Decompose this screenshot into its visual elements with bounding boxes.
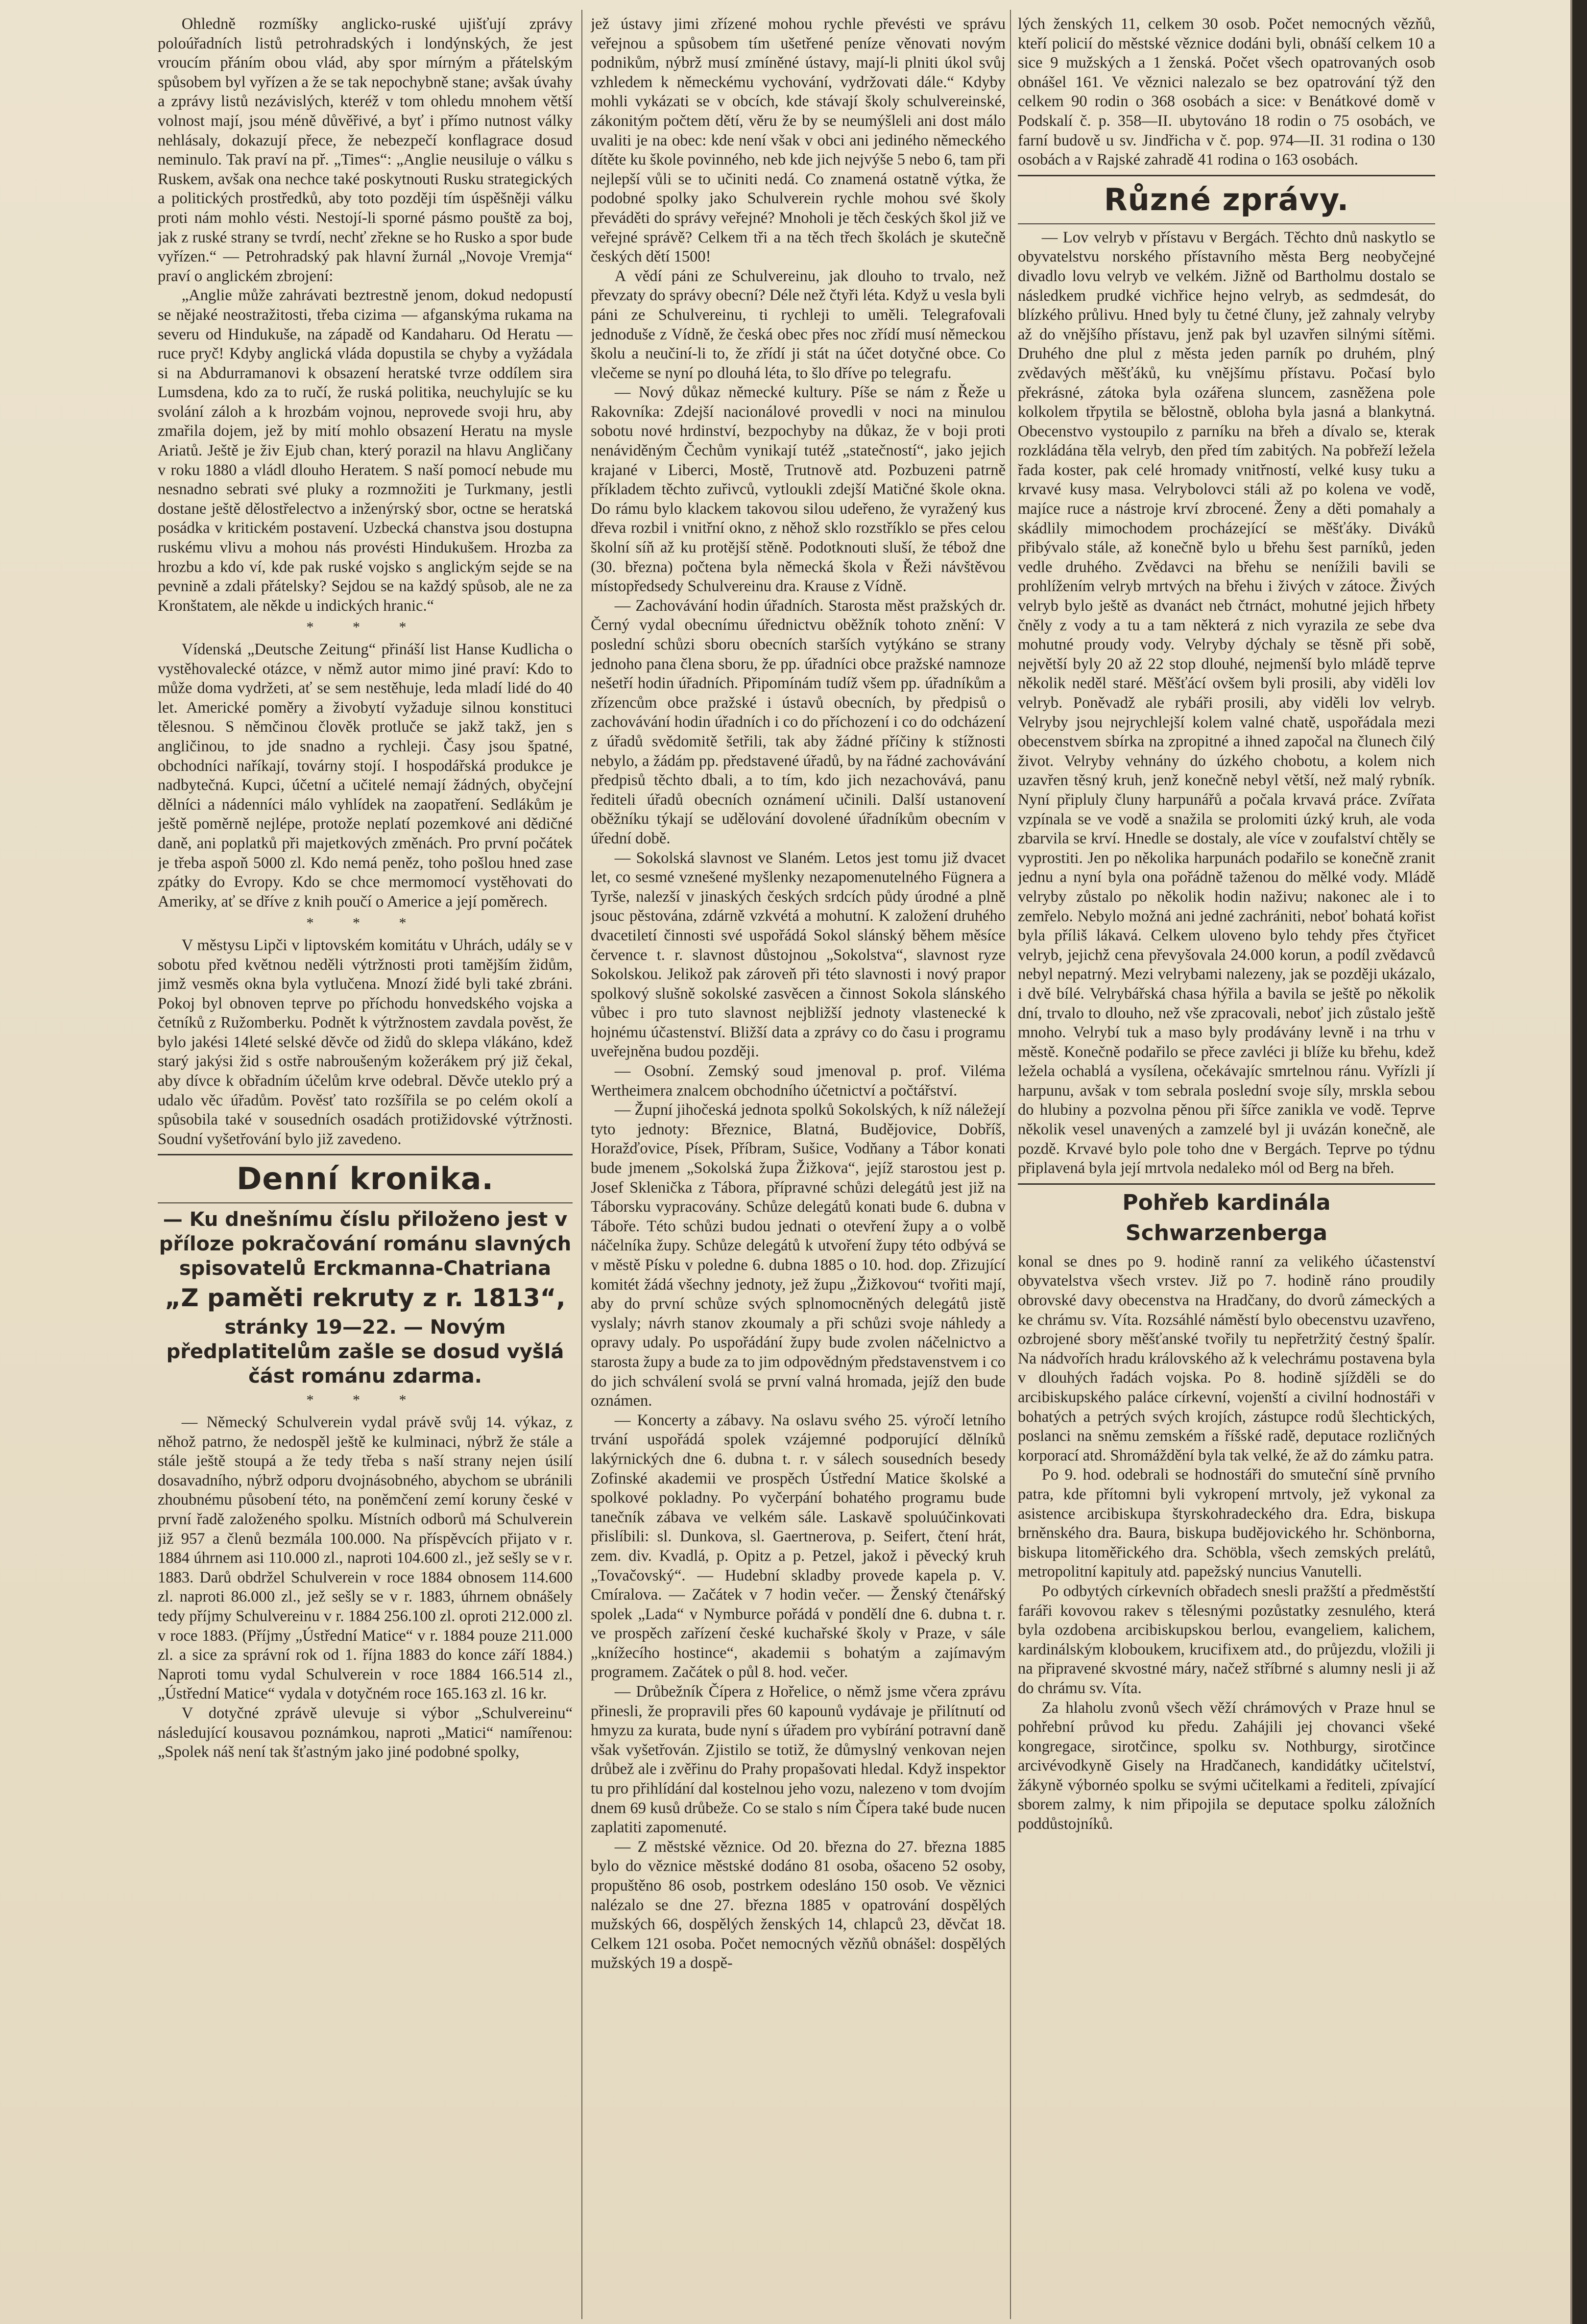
divider (1018, 1183, 1435, 1185)
article-paragraph: Po odbytých církevních obřadech snesli pražští a předměstští faráři kovovou rakev s tělesnými pozůstatky zesnulého, která byla ozdobena arcibiskupskou berlou, evangeliem, kalichem, kardinálským kloboukem, krucifixem atd., do průjezdu, vložili ji na připravené skvostné máry, načež stříbrné s alumny nesli ji až do chrámu sv. Víta. (1018, 1582, 1435, 1697)
column-rule (1010, 10, 1011, 2319)
article-paragraph: — Lov velryb v přístavu v Bergách. Těchto dnů naskytlo se obyvatelstvu norského přístavního města Berg neobyčejné divadlo lovu velryb ve velkém. Jižně od Bartholmu dostalo se následkem prudké vichřice hejno velryb, as sedmdesát, do blízkého průlivu. Hned byly tu četné čluny, jež zahnaly velryby až do vnějšího přístavu, jenž pak byl uzavřen silnými sítěmi. Druhého dne plul z města jeden parník po druhém, plný zvědavých měšťáků, ku vnějšímu přístavu. Počasí bylo překrásné, zátoka byla ozářena sluncem, zasněžena pole kolkolem třpytila se bělostně, obloha byla jasná a blankytná. Obecenstvo vystoupilo z parníku na břeh a dívalo se, kterak rozkládána těla velryb, den před tím zabitých. Na pobřeží ležela řada koster, pak celé hromady vnitřností, velké kusy tuku a krvavé kusy masa. Velrybolovci stáli až po kolena ve vodě, majíce ruce a nástroje krví zbrocené. Ženy a děti pomahaly a skádlily mimochodem procházející se měšťáky. Diváků přibývalo stále, až konečně bylo u břehu šest parníků, jeden vedle druhého. Zvědavci na břehu se nenížili bavili se prohlížením velryb mrtvých na břehu i živých v zátoce. Živých velryb bylo ještě as dvanáct neb čtrnáct, mohutné jejich hřbety čněly z vody a tu a tam některá z nich vyrazila ze sebe dva mohutné proudy vody. Velryby dýchaly se těsně při sobě, největší byly 20 až 22 stop dlouhé, nejmenší bylo mládě teprve několik neděl staré. Měšťácí ovšem byli prosili, aby viděli lov velryb. Poněvadž ale rybáři prosili, aby viděli lov velryb. Velryby jsou nejrychlejší kolem valné chatě, uspořádala mezi obecenstvem sbírka na zpropitné a ihned započal na člunech čilý život. Velryby vehnány do úzkého chobotu, a kolem nich uzavřen těsný kruh, jenž konečně nebyl větší, než malý rybník. Nyní připluly čluny harpunářů a počala krvavá práce. Zvířata vzpínala se ve vodě a snažila se prolomiti úzký kruh, ale voda zbarvila se krví. Hnedle se dostaly, ale více v zoufalství chtěly se vyprostiti. Jen po několika harpunách podařilo se konečně zranit jednu a nyní byla ona pořádně taženou do mělké vody. Mládě velryby zůstalo po několik hodin naživu; nakonec ale i to zemřelo. Nebylo možná ani jedné zachrániti, neboť bohatá kořist byla příliš lákavá. Celkem uloveno bylo tehdy přes čtyřicet velryb, jejichž cena převyšovala 24.000 korun, a podíl zvědavců nebyl nepatrný. Mezi velrybami nalezeny, jak se později ukázalo, i dvě bílé. Velrybářská chasa hýřila a bavila se ještě po několik dní, trvalo to dlouho, než vše zpracovali, neboť jich zůstalo ještě mnoho. Velrybí tuk a maso byly prodávány levně i na trhu v městě. Konečně podařilo se přece zavléci ji blíže ku břehu, kdež ležela ochablá a vysílena, očekávajíc smrtelnou ránu. Vyřízli jí harpunu, avšak v tom sebrala poslední svoje síly, mrskla sebou do hlubiny a pozvolna pěnou při šířce zanikla ve vodě. Teprve několik vesel unavených a zamzelé byl ji uvázán konečně, ale pozdě. Krvavé bylo pole toho dne v Bergách. Teprve po týdnu připlavená byla její mrtvola nedaleko mól od Berg na břeh. (1018, 228, 1435, 1177)
article-paragraph: jež ústavy jimi zřízené mohou rychle převésti ve správu veřejnou a spůsobem tím ušetřené peníze věnovati novým podnikům, nýbrž musí zmíněné ústavy, mají-li plniti úkol svůj vzhledem k německému vychování, vydržovati dále.“ Kdyby mohli vykázati se v obcích, kde stávají školy schulvereinské, zákonitým počtem dětí, věru že by se neumýšleli ani dost málo uvaliti je na obec: kde není však v obci ani jediného německého dítěte ku škole povinného, neb kde jich nejvýše 5 nebo 6, tam při nejlepší vůli se to učiniti nedá. Co znamená ostatně výtka, že podobné spolky jako Schulverein rychle mohou své školy převáděti do správy veřejné? Mnoholi je těch českých škol již ve veřejné správě? Celkem tři a na těch třech školách je skutečně českých dětí 1500! (591, 15, 1006, 266)
column-middle (591, 15, 1006, 2317)
article-paragraph: Po 9. hod. odebrali se hodnostáři do smuteční síně prvního patra, kde přítomni byli vykropení mrtvoly, jež vykonal za asistence arcibiskupa štyrskohradeckého dra. Edra, biskupa brněnského dra. Baura, biskupa budějovického hr. Schönborna, biskupa litoměřického dra. Schöbla, všech zemských prelátů, metropolitní kapituly atd. papežský nuncius Vanutelli. (1018, 1466, 1435, 1581)
article-paragraph: — Z městské věznice. Od 20. března do 27. března 1885 bylo do věznice městské dodáno 81 osoba, ošaceno 52 osoby, propuštěno 86 osob, postrkem odesláno 150 osob. Ve věznici nalézalo se dne 27. března 1885 v opatrování dospělých mužských 66, dospělých ženských 14, chlapců 23, děvčat 18. Celkem 121 osoba. Počet nemocných vězňů obnášel: dospělých mužských 19 a dospě- (591, 1838, 1006, 1972)
divider (1018, 175, 1435, 176)
divider (158, 1202, 573, 1203)
article-paragraph: konal se dnes po 9. hodině ranní za velikého účastenství obyvatelstva všech vrstev. Již po 7. hodině ráno proudily obrovské davy obecenstva na Hradčany, do dvorů zámeckých a ke chrámu sv. Víta. Rozsáhlé náměstí bylo obecenstvu uzavřeno, ozbrojené sbory měšťanské tvořily tu nepřetržitý čestný špalír. Na nádvořích hradu královského až k velechrámu postavena byla v dlouhých řadách vojska. Po 8. hodině sjížděli se do arcibiskupského paláce církevní, vojenští a civilní hodnostáři v bohatých a petrých svých krojích, zástupce rodů šlechtických, poslanci na sněmu zemském a říšské radě, deputace rozličných korporací atd. Shromáždění byla tak velké, že až do zámku patra. (1018, 1252, 1435, 1464)
article-paragraph: A vědí páni ze Schulvereinu, jak dlouho to trvalo, než převzaty do správy obecní? Déle než čtyři léta. Když u vesla byli páni ze Schulvereinu, ti rychleji to uměli. Telegrafovali jednoduše z Vídně, že česká obec přes noc zřídí musí německou školu a neučiní-li to, že zřídí ji stát na účet dotyčné obce. Co vlečeme se nyní po dlouhá léta, to šlo dříve po telegrafu. (591, 267, 1006, 382)
section-separator: * * * (306, 1392, 424, 1409)
article-paragraph: Ohledně rozmíšky anglicko-ruské ujišťují zprávy poloúřadních listů petrohradských i londýnských, že jest vroucím přáním obou vlád, aby spor mírným a přátelským spůsobem byl vyřízen a že se tak nepochybně stane; avšak úvahy a zprávy listů nezávislých, kteréž v tom ohledu mnohem větší volnost mají, jsou méně důvěřivé, a byť i přímo nutnost války nehlásaly, dokazují přece, že nebezpečí konflagrace dosud neminulo. Tak praví na př. „Times“: „Anglie neusiluje o válku s Ruskem, avšak ona nechce také poskytnouti Rusku strategických a politických prostředků, aby toto později tím úspěšněji válku proti nám mohlo vésti. Nestojí-li sporné pásmo pouště za boj, jak z ruské strany se tvrdí, nechť zřekne se ho Rusko a spor bude vyřízen.“ — Petrohradský pak hlavní žurnál „Novoje Vremja“ praví o anglickém zbrojení: (158, 15, 573, 285)
section-separator: * * * (306, 619, 424, 636)
article-paragraph: — Německý Schulverein vydal právě svůj 14. výkaz, z něhož patrno, že nedospěl ještě ke kulminaci, nýbrž že stále a stále ještě stoupá a že tedy třeba s naší strany nejen úsilí dosavadního, nýbrž odporu dvojnásobného, abychom se ubránili zhoubnému působení této, na poněmčení zemí koruny české v první řadě založeného spolku. Místních odborů má Schulverein již 957 a členů bezmála 100.000. Na příspěvcích přijato v r. 1884 úhrnem asi 110.000 zl., naproti 104.600 zl., jež sešly se v r. 1883. Darů obdržel Schulverein v roce 1884 obnosem 114.600 zl. naproti 86.000 zl., jež sešly se v r. 1883, úhrnem obnášely tedy příjmy Schulvereinu v r. 1884 256.100 zl. oproti 212.000 zl. v roce 1883. (Příjmy „Ústřední Matice“ v r. 1884 pouze 211.000 zl. a sice za správní rok od 1. října 1883 do konce září 1884.) Naproti tomu vydal Schulverein v roce 1884 166.514 zl., „Ústřední Matice“ vydala v dotyčném roce 165.163 zl. 16 kr. (158, 1414, 573, 1703)
notice-novel-title: „Z paměti rekruty z r. 1813“, (165, 1284, 566, 1313)
article-paragraph: V dotyčné zprávě ulevuje si výbor „Schulvereinu“ následující kousavou poznámkou, naproti „Matici“ namířenou: „Spolek náš není tak šťastným jako jiné podobné spolky, (158, 1704, 573, 1761)
article-paragraph: Za hlaholu zvonů všech věží chrámových v Praze hnul se pohřební průvod ku předu. Zahájili jej chovanci všeké kongregace, sirotčince, spolku sv. Nothburgy, sirotčince arcivévodkyně Gisely na Hradčanech, kandidátky učitelství, žákyně výbornéo spolku se svými učitelkami a řediteli, zpívající sborem zalmy, k nim připojila se deputace spolku záložních poddůstojníků. (1018, 1699, 1435, 1833)
article-paragraph: V městysu Lipči v liptovském komitátu v Uhrách, udály se v sobotu před květnou neděli výtržnosti proti tamějším židům, jimž vesměs okna byla vytlučena. Mnozí židé byli také zbráni. Pokoj byl obnoven teprve po příchodu honvedského vojska a četníků z Ružomberku. Podnět k výtržnostem zavdala pověst, že bylo jakési 14leté selské děvče od židů do sklepa vlákáno, kdež starý jakýsi žid s ostře nabroušeným kožerákem prý již čekal, aby dívce k obřadním účelům krve odebral. Děvče uteklo prý a udalo věc úřadům. Pověsť tato rozšířila se po celém okolí a spůsobila také v sousedních osadách protižidovské výtržnosti. Soudní vyšetřování bylo již zavedeno. (158, 936, 573, 1148)
article-paragraph: — Nový důkaz německé kultury. Píše se nám z Řeže u Rakovníka: Zdejší nacionálové provedli v noci na minulou sobotu nové hrdinství, bezpochyby na důkaz, že v boji proti nenáviděným Čechům vynikají tutéž „statečností“, jako jejich krajané v Liberci, Mostě, Trutnově atd. Pozbuzeni patrně příkladem těchto zuřivců, vytloukli zdejší Matičné škole okna. Do rámu bylo klackem takovou silou udeřeno, že vyražený kus dřeva rozbil i vnitřní okno, z něhož sklo rozstříklo se přes celou školní síň až ku protější stěně. Podotknouti sluší, že tébož dne (30. března) počtena byla německá škola v Řeži návštěvou místopředsedy Schulvereinu dra. Krause z Vídně. (591, 383, 1006, 596)
section-heading-ruzne-zpravy: Různé zprávy. (1104, 181, 1349, 217)
divider (158, 1154, 573, 1155)
article-paragraph: — Koncerty a zábavy. Na oslavu svého 25. výročí letního trvání uspořádá spolek vzájemné podporující dělníků lakýrnických dne 6. dubna t. r. v sálech sousedních besedy Zofinské akademii ve prospěch Ústřední Matice školské a spolkové pokladny. Po vyčerpání bohatého programu bude tanečník zábava ve velkém sále. Laskavě spoluúčinkovati přislíbili: sl. Dunkova, sl. Gaertnerova, p. Seifert, čtení hrát, zem. div. Kvadlá, p. Opitz a p. Petzel, jakož i pěvecký kruh „Tovačovský“. — Hudební skladby provede kapela p. V. Cmíralova. — Začátek v 7 hodin večer. — Ženský čtenářský spolek „Lada“ v Nymburce pořádá v pondělí dne 6. dubna t. r. ve prospěch zařízení české kuchařské školy v Praze, v sále „knížecího hostince“, akademii s bohatým a zajímavým programem. Začátek o půl 8. hod. večer. (591, 1411, 1006, 1681)
article-paragraph: — Sokolská slavnost ve Slaném. Letos jest tomu již dvacet let, co sesmé vznešené myšlenky nezapomenutelného Fügnera a Tyrše, nalezší v jinaských českých srdcích půdy úrodné a plně jsouc pěstována, zdárně vzkvétá a mohutní. K založení druhého dvacetiletí činnosti své uspořádá Sokol slánský během měsíce července t. r. slavnost důstojnou „Sokolstva“, slavnost ryze Sokolskou. Jelikož pak zároveň při této slavnosti i nový prapor spolkový slušně sokolské zasvěcen a činnost Sokola slánského vůbec i pro tuto slavnost nejbližší jednoty vlastenecké k hojnému účastenství. Bližší data a zprávy co do času i programu uveřejněna budou později. (591, 849, 1006, 1061)
article-paragraph: — Osobní. Zemský soud jmenoval p. prof. Viléma Wertheimera znalcem obchodního účetnictví a počtářství. (591, 1062, 1006, 1100)
article-paragraph: „Anglie může zahrávati beztrestně jenom, dokud nedopustí se nějaké neostražitosti, třeba cizima — afganskýma rukama na severu od Hindukuše, na západě od Kandaharu. Od Heratu — ruce pryč! Kdyby anglická vláda dopustila se chyby a vyžádala si na Abdurramanovi k obsazení heratské tvrze oddílem sira Lumsdena, kdo za to ručí, že ruská politika, neuchylujíc se ku svolání záloh a k hrozbám vojnou, neprovede svoji hru, aby zmařila dojem, jež by mití mohlo obsazení Heratu na mysle Ariatů. Ještě je živ Ejub chan, který porazil na hlavu Angličany v roku 1880 a vládl dlouho Heratem. S naší pomocí nebude mu nesnadno sebrati své pluky a rozmnožiti je Turkmany, jestli dostane ještě dělostřelectvo a inženýrský sbor, octne se heratská posádka v kritickém postavení. Uzbecká chanstva jsou dostupna ruskému vlivu a mohou nás provésti Hindukušem. Hrozba za hrozbu a kdo ví, kde pak ruské vojsko s anglickým sejde se na pevnině a zdali přátelsky? Sejdou se na každý spůsob, ale ne za Kronštatem, ale někde u indických hranic.“ (158, 287, 573, 615)
article-paragraph: Vídenská „Deutsche Zeitung“ přináší list Hanse Kudlicha o vystěhovalecké otázce, v němž autor mimo jiné praví: Kdo to může doma vydržeti, ať se sem nestěhuje, leda mladí lidé do 40 let. Americké poměry a živobytí vyžaduje silnou konstituci tělesnou. S němčinou člověk protluče se jakž takž, jen s angličinou, to jde snadno a rychleji. Časy jsou špatné, obchodníci naříkají, továrny stojí. I hospodářská produkce je nadbytečná. Kupci, účetní a učitelé nemají žádných, obyčejní dělníci a nádenníci málo vyhlídek na zaopatření. Sedlákům je ještě poměrně nejlépe, protože neplatí pozemkové ani dědičné daně, ani poplatků při majetkových změnách. Pro první počátek je třeba aspoň 5000 zl. Kdo nemá peněz, toho pošlou hned zase zpátky do Evropy. Kdo se chce mermomocí vystěhovati do Ameriky, ať se dříve z knih poučí o Americe a její poměrech. (158, 641, 573, 910)
section-heading-denni-kronika: Denní kronika. (236, 1161, 494, 1197)
article-paragraph: — Drůbežník Čípera z Hořelice, o němž jsme včera zprávu přinesli, že propravili přes 60 kapounů vydávaje je přilítnutí od hmyzu za kurata, bude nyní s úřadem pro vybírání potravní daně však vyšetřován. Zjistilo se totiž, že důmyslný venkovan nejen drůbež ale i zvěřinu do Prahy propašovati hledal. Když inspektor tu pro přihlídání dal kostelnou jeho vozu, nalezeno v tom dvojím dnem 69 kusů drůbeže. Co se stalo s ním Čípera také bude nucen zaplatiti zapomenuté. (591, 1683, 1006, 1837)
divider (1018, 223, 1435, 224)
column-right (1018, 15, 1435, 2317)
section-separator: * * * (306, 915, 424, 932)
column-left (158, 15, 573, 2317)
article-paragraph: — Župní jihočeská jednota spolků Sokolských, k níž náležejí tyto jednoty: Březnice, Blatná, Budějovice, Dobříš, Horažďovice, Písek, Příbram, Sušice, Vodňany a Tábor konati bude jmenem „Sokolská župa Žižkova“, jejíž starostou jest p. Josef Sklenička z Tábora, přípravné schůzi delegátů jest již na Táborsku vypracovány. Schůze delegátů konati bude 6. dubna v Táboře. Této schůzi budou jednati o otevření župy a o volbě náčelníka župy. Schůze delegátů k utvoření župy této odbývá se v městě Písku v poledne 6. dubna 1885 o 10. hod. dop. Zřizující komitét žádá všechny jednoty, jež župu „Žižkovou“ tvořiti mají, aby do první schůze svých splnomocněných delegátů jistě vyslaly; návrh stanov zkoumaly a při schůzi svoje náhledy a opravy udaly. Po uspořádání župy bude zvolen náčelnictvo a starosta župy a bude za to jim odpovědným představenstvem i co do jich schválení svolá se první valná hromada, jejíž den bude oznámen. (591, 1101, 1006, 1410)
column-rule (581, 10, 582, 2319)
page-binding-edge (1572, 0, 1587, 2324)
article-paragraph: lých ženských 11, celkem 30 osob. Počet nemocných vězňů, kteří policií do městské věznice dodáni byli, obnáší celkem 10 a sice 9 mužských a 1 ženská. Počet všech opatrovaných osob obnášel 161. Ve věznici nalezalo se bez opatrování týž den celkem 90 rodin o 368 osobách a sice: v Benátkové domě v Podskalí č. p. 358—II. ubytováno 18 rodin o 75 osobách, ve farní budově u sv. Jindřicha v č. pop. 974—II. 31 rodina o 130 osobách a v Rajské zahradě 41 rodina o 163 osobách. (1018, 15, 1435, 169)
notice-supplement: — Ku dnešnímu číslu přiloženo jest v příloze pokračování románu slavných spisovatelů Erckmanna-Chatriana (159, 1208, 572, 1280)
notice-subscribers: stránky 19—22. — Novým předplatitelům zašle se dosud vyšlá část románu zdarma. (166, 1316, 564, 1388)
article-paragraph: — Zachovávání hodin úřadních. Starosta měst pražských dr. Černý vydal obecnímu úřednictvu oběžník tohoto znění: V poslední schůzi sboru obecních starších vytýkáno se strany jednoho pana člena sboru, že pp. úřadníci obce pražské namnoze nešetří hodin úřadních. Připomínám tudíž všem pp. úřadníkům a zřízencům obce pražské i ústavů obecních, by předpisů o zachovávání hodin úřadních i co do příchození i co do odcházení z úřadů svědomitě šetřili, tak aby žádné příčiny k stížnosti nebylo, a žádám pp. představené úřadů, by na řádné zachovávání předpisů těchto dbali, a to tím, kdo jich nezachovává, panu řediteli úřadů obecních oznámení učinili. Další ustanovení oběžníku týkají se udělování dovolené úřadníkům obecním v úřední době. (591, 597, 1006, 847)
article-heading-pohreb: Pohřeb kardinála Schwarzenberga (1122, 1190, 1331, 1246)
